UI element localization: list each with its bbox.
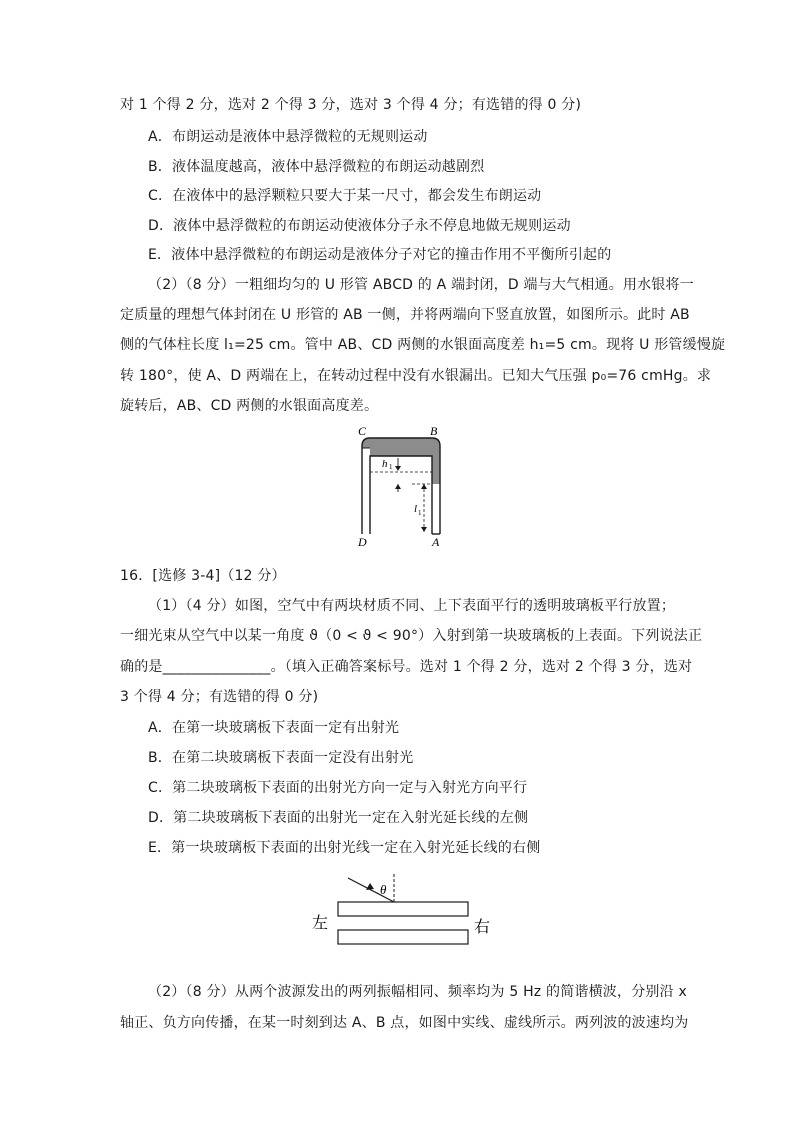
- l1-arrowhead-up: [421, 484, 427, 489]
- q15-part2-line2: 定质量的理想气体封闭在 U 形管的 AB 一侧，并将两端向下竖直放置，如图所示。此时 AB: [120, 307, 690, 323]
- tube-inner-wall: [370, 456, 432, 534]
- label-left: 左: [312, 915, 329, 932]
- label-l-sub: 1: [418, 509, 422, 517]
- q16-part1-line3: 确的是_______________。（填入正确答案标号。选对 1 个得 2 分，选对 2 个得 3 分，选对: [120, 659, 693, 675]
- glass-plate-2: [338, 930, 468, 944]
- q16-part1-line2: 一细光束从空气中以某一角度 ϑ（0 < ϑ < 90°）入射到第一块玻璃板的上表面。下列说法正: [120, 628, 703, 644]
- q15-option-d: D．液体中悬浮微粒的布朗运动使液体分子永不停息地做无规则运动: [148, 218, 571, 234]
- label-l: l: [414, 503, 418, 515]
- q16-option-e: E．第一块玻璃板下表面的出射光线一定在入射光延长线的右侧: [148, 840, 541, 856]
- label-theta: θ: [380, 882, 387, 897]
- glass-plates-figure: [306, 868, 506, 950]
- label-b: B: [430, 426, 438, 438]
- label-h-sub: 1: [389, 463, 393, 471]
- q15-part2-line5: 旋转后，AB、CD 两侧的水银面高度差。: [120, 398, 379, 414]
- incident-ray: [348, 878, 394, 902]
- label-right: 右: [474, 919, 491, 936]
- q15-part2-line4: 转 180°，使 A、D 两端在上，在转动过程中没有水银漏出。已知大气压强 p₀=76 cmHg。求: [120, 368, 712, 384]
- q16-option-c: C．第二块玻璃板下表面的出射光方向一定与入射光方向平行: [148, 780, 528, 796]
- l1-arrowhead-down: [421, 527, 427, 532]
- q15-part2-line3: 侧的气体柱长度 l₁=25 cm。管中 AB、CD 两侧的水银面高度差 h₁=5 cm。现将 U 形管缓慢旋: [120, 337, 726, 353]
- label-d: D: [358, 535, 367, 549]
- q16-part1-line4: 3 个得 4 分；有选错的得 0 分): [120, 689, 319, 705]
- q15-option-e: E．液体中悬浮微粒的布朗运动是液体分子对它的撞击作用不平衡所引起的: [148, 247, 612, 263]
- q16-part2-line1: （2）（8 分）从两个波源发出的两列振幅相同、频率均为 5 Hz 的简谐横波，分别沿 x: [148, 984, 687, 1000]
- incident-ray-arrowhead: [366, 883, 374, 890]
- h1-arrowhead-up: [395, 484, 401, 489]
- u-tube-figure: [352, 426, 452, 550]
- h1-arrowhead-down: [395, 466, 401, 471]
- q16-part1-line1: （1）（4 分）如图，空气中有两块材质不同、上下表面平行的透明玻璃板平行放置；: [148, 598, 676, 614]
- q15-option-a: A．布朗运动是液体中悬浮微粒的无规则运动: [148, 129, 428, 145]
- q15-option-c: C．在液体中的悬浮颗粒只要大于某一尺寸，都会发生布朗运动: [148, 188, 542, 204]
- glass-plate-1: [338, 902, 468, 916]
- q15-intro-tail: 对 1 个得 2 分，选对 2 个得 3 分，选对 3 个得 4 分；有选错的得 0 分): [120, 97, 582, 113]
- label-h: h: [382, 458, 388, 470]
- label-c: C: [358, 426, 367, 438]
- label-a: A: [432, 535, 440, 549]
- q16-option-b: B．在第二块玻璃板下表面一定没有出射光: [148, 750, 414, 766]
- q15-option-b: B．液体温度越高，液体中悬浮微粒的布朗运动越剧烈: [148, 159, 485, 175]
- q16-option-a: A．在第一块玻璃板下表面一定有出射光: [148, 720, 400, 736]
- q15-part2-line1: （2）（8 分）一粗细均匀的 U 形管 ABCD 的 A 端封闭，D 端与大气相通。用水银将一: [148, 277, 694, 293]
- q16-option-d: D．第二块玻璃板下表面的出射光一定在入射光延长线的左侧: [148, 810, 529, 826]
- q16-heading: 16．[选修 3-4]（12 分）: [120, 568, 286, 584]
- q16-part2-line2: 轴正、负方向传播，在某一时刻到达 A、B 点，如图中实线、虚线所示。两列波的波速均为: [120, 1015, 689, 1031]
- mercury-column: [362, 438, 440, 484]
